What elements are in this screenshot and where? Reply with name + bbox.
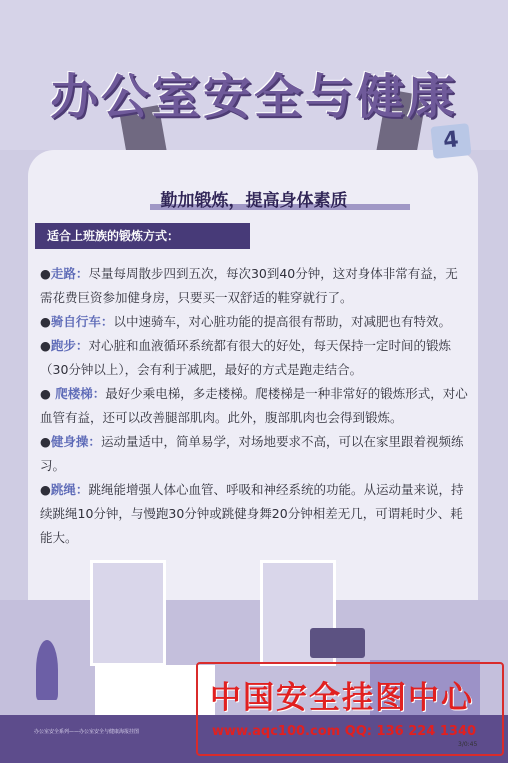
item-text: 对心脏和血液循环系统都有很大的好处，每天保持一定时间的锻炼（30分钟以上），会有利于减肥，最好的方式是跑走结合。 xyxy=(40,338,451,377)
poster-title: 办公室安全与健康 xyxy=(49,69,458,125)
item-keyword: 跳绳： xyxy=(50,482,89,497)
watermark-tag: 3/0:45 xyxy=(458,741,478,748)
list-item: ●跑步：对心脏和血液循环系统都有很大的好处，每天保持一定时间的锻炼（30分钟以上），会有利于减肥，最好的方式是跑走结合。 xyxy=(40,338,451,377)
plant-illustration xyxy=(36,640,58,700)
list-item: ● 爬楼梯：最好少乘电梯，多走楼梯。爬楼梯是一种非常好的锻炼形式，对心血管有益，还可以改善腿部肌肉。此外，腹部肌肉也会得到锻炼。 xyxy=(40,386,468,425)
exercise-list xyxy=(40,262,470,550)
page-number-badge: 4 xyxy=(430,123,471,159)
item-text: 最好少乘电梯，多走楼梯。爬楼梯是一种非常好的锻炼形式，对心血管有益，还可以改善腿部肌肉。此外，腹部肌肉也会得到锻炼。 xyxy=(40,386,468,425)
item-text: 尽量每周散步四到五次，每次30到40分钟，这对身体非常有益，无需花费巨资参加健身房，只要买一双舒适的鞋穿就行了。 xyxy=(40,266,458,305)
list-item: ●跳绳：跳绳能增强人体心血管、呼吸和神经系统的功能。从运动量来说，持续跳绳10分钟，与慢跑30分钟或跳健身舞20分钟相差无几，可谓耗时少、耗能大。 xyxy=(40,482,464,545)
item-keyword: 爬楼梯： xyxy=(50,386,106,401)
item-keyword: 健身操： xyxy=(50,434,101,449)
list-item: ●骑自行车：以中速骑车，对心脏功能的提高很有帮助，对减肥也有特效。 xyxy=(40,314,451,329)
subtitle: 勤加锻炼，提高身体素质 xyxy=(160,191,348,211)
window-illustration xyxy=(90,560,166,666)
item-keyword: 跑步： xyxy=(50,338,89,353)
list-item: ●健身操：运动量适中，简单易学，对场地要求不高，可以在家里跟着视频练习。 xyxy=(40,434,464,473)
watermark-url: www.aqc100.com QQ: 136 224 1340 xyxy=(212,724,477,739)
item-text: 运动量适中，简单易学，对场地要求不高，可以在家里跟着视频练习。 xyxy=(40,434,464,473)
item-text: 以中速骑车，对心脏功能的提高很有帮助，对减肥也有特效。 xyxy=(113,314,451,329)
item-text: 跳绳能增强人体心血管、呼吸和神经系统的功能。从运动量来说，持续跳绳10分钟，与慢跑30分钟或跳健身舞20分钟相差无几，可谓耗时少、耗能大。 xyxy=(40,482,464,545)
list-item: ●走路：尽量每周散步四到五次，每次30到40分钟，这对身体非常有益，无需花费巨资参加健身房，只要买一双舒适的鞋穿就行了。 xyxy=(40,266,458,305)
footer-text: 办公室安全系列——办公室安全与健康海报挂图 xyxy=(34,729,140,735)
monitor-illustration xyxy=(310,628,365,658)
item-keyword: 走路： xyxy=(50,266,89,281)
watermark-name: 中国安全挂图中心 xyxy=(210,680,474,716)
item-keyword: 骑自行车： xyxy=(50,314,114,329)
section-label: 适合上班族的锻炼方式： xyxy=(35,223,250,249)
